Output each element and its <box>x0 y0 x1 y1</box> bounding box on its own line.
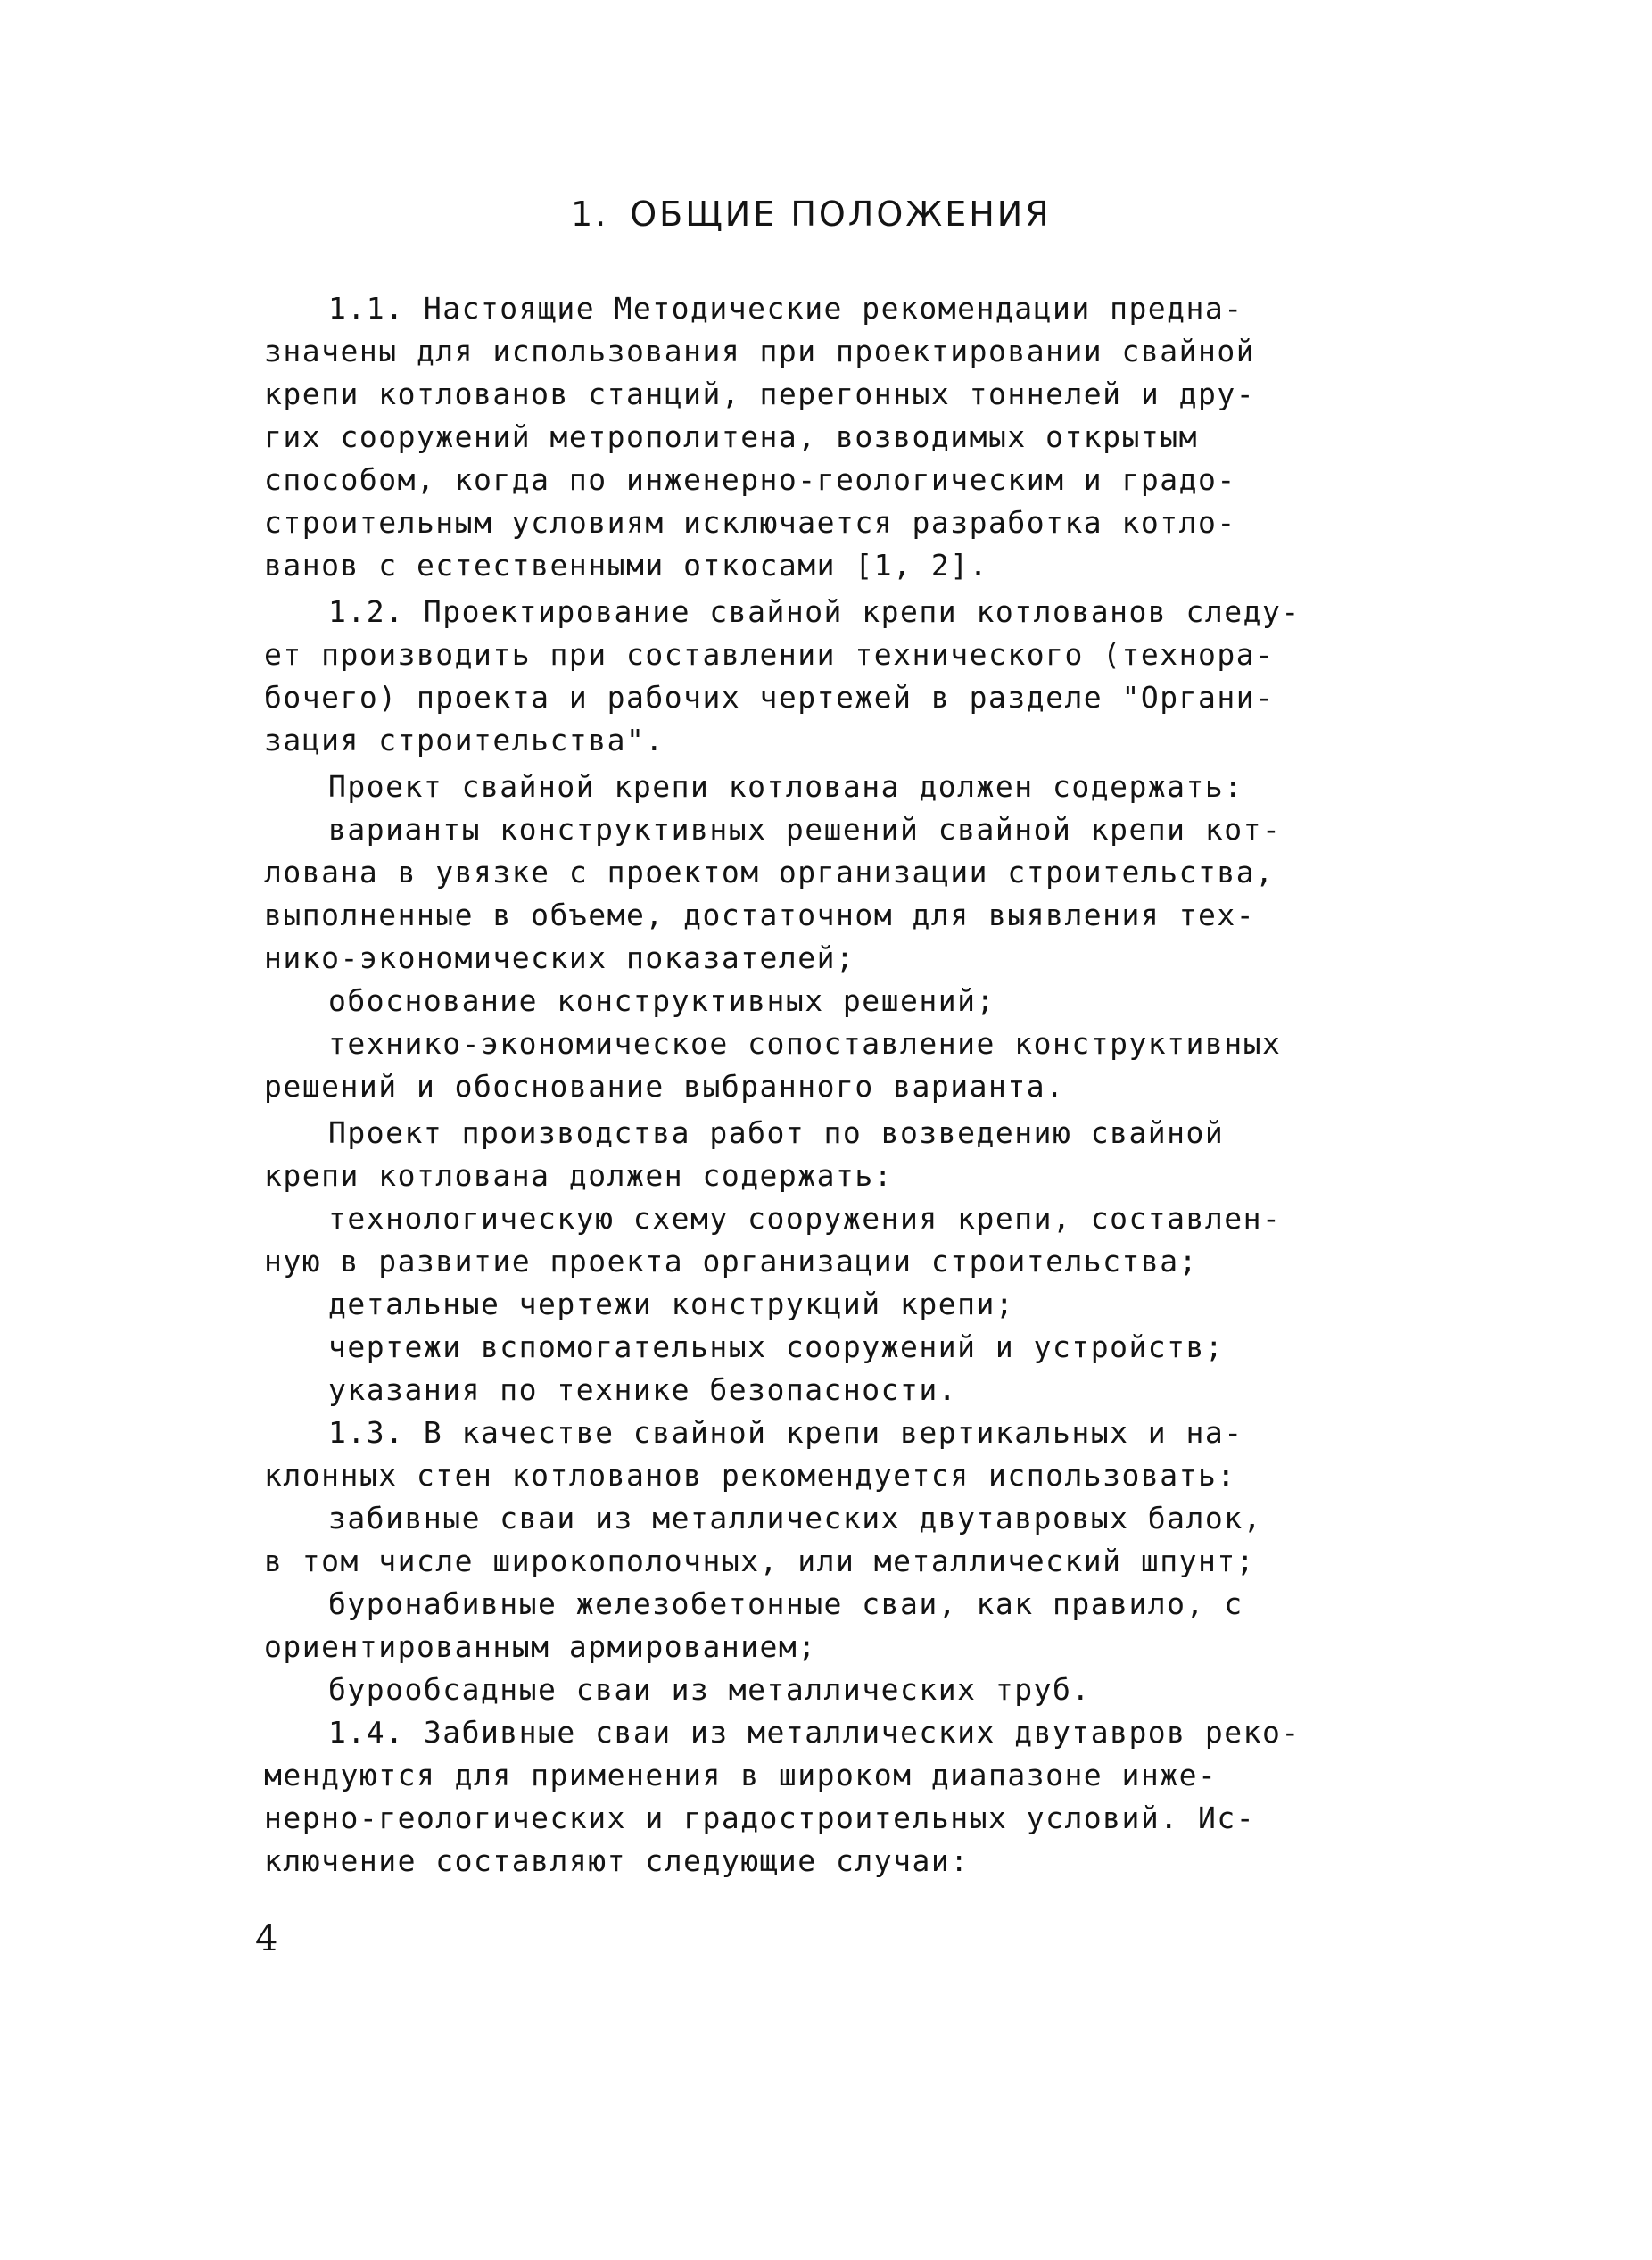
section-title: ОБЩИЕ ПОЛОЖЕНИЯ <box>630 195 1052 234</box>
text-line: ориентированным армированием; <box>264 1629 817 1664</box>
page-number: 4 <box>255 1918 278 1959</box>
text-line: варианты конструктивных решений свайной крепи кот- <box>328 812 1282 847</box>
text-line: нико-экономических показателей; <box>264 940 855 975</box>
text-line: значены для использования при проектировании свайной <box>264 334 1256 368</box>
text-line: бочего) проекта и рабочих чертежей в разделе "Органи- <box>264 680 1275 715</box>
text-line: Проект свайной крепи котлована должен содержать: <box>328 769 1243 804</box>
text-line: зация строительства". <box>264 723 665 757</box>
text-line: клонных стен котлованов рекомендуется использовать: <box>264 1458 1236 1493</box>
text-line: указания по технике безопасности. <box>328 1372 958 1407</box>
text-line: Проект производства работ по возведению свайной <box>328 1115 1225 1150</box>
text-line: ет производить при составлении технического (технора- <box>264 637 1275 672</box>
section-heading <box>571 195 1052 234</box>
text-line: строительным условиям исключается разработка котло- <box>264 505 1236 540</box>
text-line: выполненные в объеме, достаточном для выявления тех- <box>264 898 1256 932</box>
text-line: технико-экономическое сопоставление конструктивных <box>328 1026 1282 1061</box>
text-line: гих сооружений метрополитена, возводимых открытым <box>264 419 1199 454</box>
text-line: детальные чертежи конструкций крепи; <box>328 1287 1015 1321</box>
text-line: забивные сваи из металлических двутавровых балок, <box>328 1501 1263 1536</box>
text-line: решений и обоснование выбранного варианта. <box>264 1069 1065 1104</box>
text-line: 1.1. Настоящие Методические рекомендации предна- <box>328 291 1243 326</box>
text-line: ную в развитие проекта организации строительства; <box>264 1244 1199 1279</box>
section-number: 1. <box>571 195 609 234</box>
text-line: способом, когда по инженерно-геологическим и градо- <box>264 462 1236 497</box>
text-line: мендуются для применения в широком диапазоне инже- <box>264 1758 1218 1792</box>
body-text <box>264 287 1441 1883</box>
text-line: лована в увязке с проектом организации строительства, <box>264 855 1275 890</box>
text-line: крепи котлована должен содержать: <box>264 1158 894 1193</box>
text-line: чертежи вспомогательных сооружений и устройств; <box>328 1329 1225 1364</box>
text-line: буронабивные железобетонные сваи, как правило, с <box>328 1586 1243 1621</box>
text-line: технологическую схему сооружения крепи, составлен- <box>328 1201 1282 1236</box>
text-line: в том числе широкополочных, или металлический шпунт; <box>264 1544 1256 1578</box>
text-line: 1.3. В качестве свайной крепи вертикальных и на- <box>328 1415 1243 1450</box>
text-line: ванов с естественными откосами [1, 2]. <box>264 548 988 583</box>
text-line: обоснование конструктивных решений; <box>328 983 995 1018</box>
text-line: нерно-геологических и градостроительных условий. Ис- <box>264 1801 1256 1835</box>
text-line: крепи котлованов станций, перегонных тоннелей и дру- <box>264 377 1256 411</box>
text-line: бурообсадные сваи из металлических труб. <box>328 1672 1091 1707</box>
text-line: 1.2. Проектирование свайной крепи котлованов следу- <box>328 594 1301 629</box>
text-line: ключение составляют следующие случаи: <box>264 1843 970 1878</box>
text-line: 1.4. Забивные сваи из металлических двутавров реко- <box>328 1715 1301 1750</box>
